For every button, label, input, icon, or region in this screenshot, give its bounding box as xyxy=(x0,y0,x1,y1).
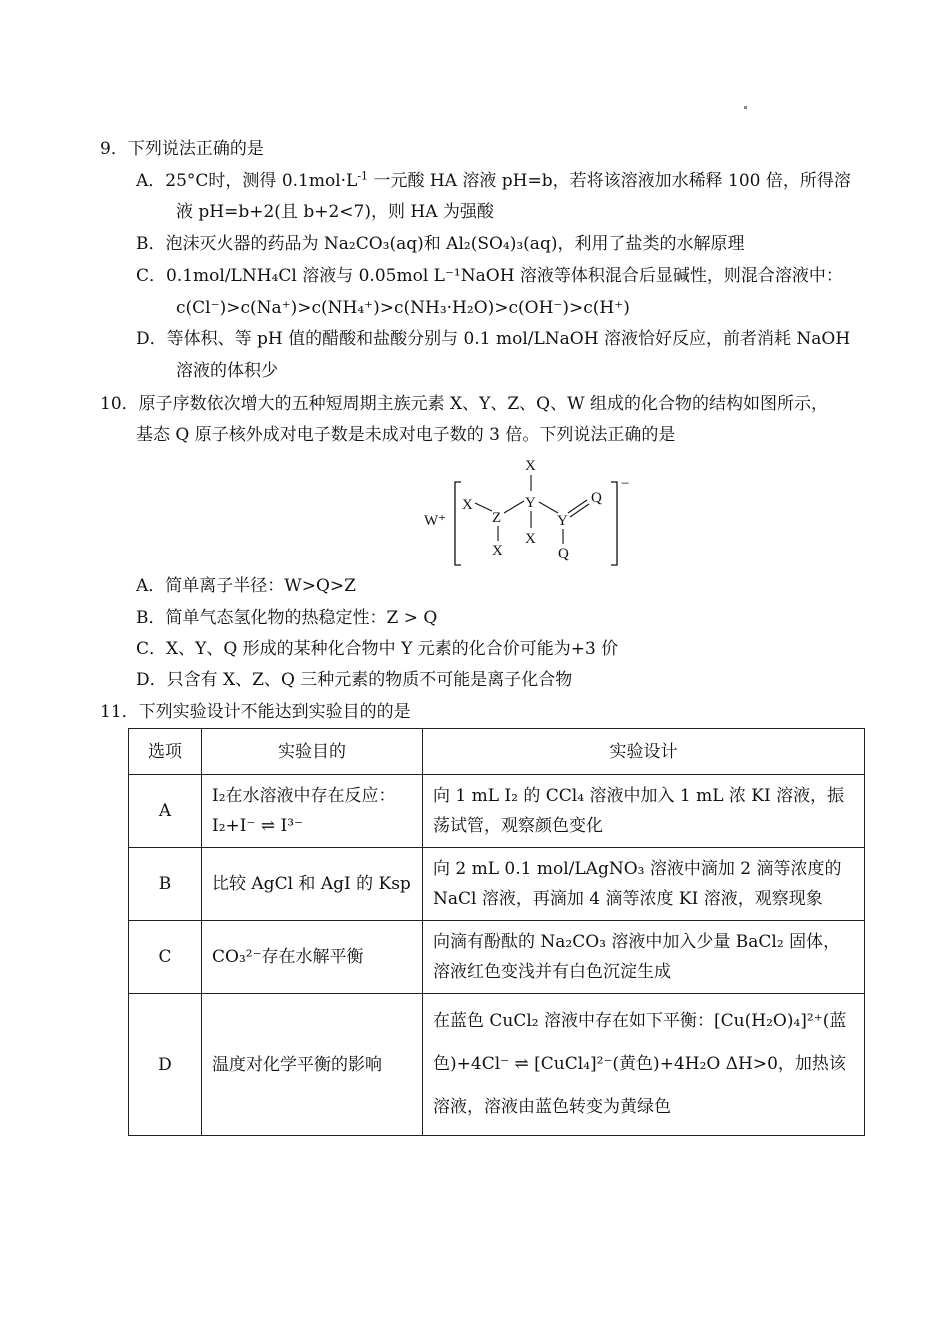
row-option: D xyxy=(129,994,202,1136)
q9-option-a-line1: A．25°C时，测得 $0.1mol\cdot L^{-1}$ 一元酸 HA 溶液 pH=b，若将该溶液加水稀释 100 倍，所得溶 xyxy=(136,169,851,191)
q11-stem: 11．下列实验设计不能达到实验目的的是 xyxy=(100,702,411,722)
atom-x-left: X xyxy=(462,497,473,513)
q9-option-c-line2: c(Cl⁻)>c(Na⁺)>c(NH₄⁺)>c(NH₃·H₂O)>c(OH⁻)>c(H⁺) xyxy=(176,298,630,318)
row-design: 向 2 mL 0.1 mol/LAgNO₃ 溶液中滴加 2 滴等浓度的 NaCl 溶液，再滴加 4 滴等浓度 KI 溶液，观察现象 xyxy=(423,848,865,921)
atom-x-below-y: X xyxy=(525,531,536,547)
q9-option-d-line1: D．等体积、等 pH 值的醋酸和盐酸分别与 0.1 mol/LNaOH 溶液恰好反应，前者消耗 NaOH xyxy=(136,329,851,349)
header-option: 选项 xyxy=(129,729,202,775)
atom-y-right: Y xyxy=(557,513,568,529)
atom-q-top: Q xyxy=(591,490,602,506)
q10-option-a: A．简单离子半径：W>Q>Z xyxy=(136,576,356,596)
table-row xyxy=(129,775,865,848)
row-design: 向滴有酚酞的 Na₂CO₃ 溶液中加入少量 BaCl₂ 固体，溶液红色变浅并有白色沉淀生成 xyxy=(423,921,865,994)
atom-y-center: Y xyxy=(525,495,536,511)
left-bracket xyxy=(455,482,461,565)
row-option: C xyxy=(129,921,202,994)
atom-q-bottom: Q xyxy=(558,546,569,562)
table-row xyxy=(129,994,865,1136)
q9-option-c-line1: C．0.1mol/LNH₄Cl 溶液与 0.05mol L⁻¹NaOH 溶液等体积混合后显碱性，则混合溶液中： xyxy=(136,266,843,286)
row-option: B xyxy=(129,848,202,921)
header-purpose: 实验目的 xyxy=(202,729,423,775)
q10-stem-line1: 10．原子序数依次增大的五种短周期主族元素 X、Y、Z、Q、W 组成的化合物的结构如图所示， xyxy=(100,394,828,414)
q9-option-b: B．泡沫灭火器的药品为 Na₂CO₃(aq)和 Al₂(SO₄)₃(aq)，利用了盐类的水解原理 xyxy=(136,234,745,254)
table-row xyxy=(129,848,865,921)
cation-w: W⁺ xyxy=(424,513,447,529)
table-row xyxy=(129,921,865,994)
q9-option-d-line2: 溶液的体积少 xyxy=(176,361,278,381)
atom-x-below-z: X xyxy=(492,543,503,559)
q10-option-c: C．X、Y、Q 形成的某种化合物中 Y 元素的化合价可能为+3 价 xyxy=(136,639,619,659)
atom-z: Z xyxy=(492,510,502,526)
row-purpose: 比较 AgCl 和 AgI 的 Ksp xyxy=(202,848,423,921)
right-bracket xyxy=(611,482,617,565)
charge: − xyxy=(621,476,630,492)
table-header-row xyxy=(129,729,865,775)
row-design: 向 1 mL I₂ 的 CCl₄ 溶液中加入 1 mL 浓 KI 溶液，振荡试管，观察颜色变化 xyxy=(423,775,865,848)
q10-option-d: D．只含有 X、Z、Q 三种元素的物质不可能是离子化合物 xyxy=(136,670,573,690)
structure-diagram xyxy=(415,455,645,570)
q9-option-a-line2: 液 pH=b+2(且 b+2<7)，则 HA 为强酸 xyxy=(176,202,494,222)
row-purpose: 温度对化学平衡的影响 xyxy=(202,994,423,1136)
atom-x-top: X xyxy=(525,458,536,474)
q10-option-b: B．简单气态氢化物的热稳定性：Z > Q xyxy=(136,608,438,628)
header-design: 实验设计 xyxy=(423,729,865,775)
experiment-table xyxy=(128,728,865,1136)
row-design: 在蓝色 CuCl₂ 溶液中存在如下平衡：[Cu(H₂O)₄]²⁺(蓝色)+4Cl⁻ ⇌ [CuCl₄]²⁻(黄色)+4H₂O ΔH>0，加热该溶液，溶液由蓝色转变为黄绿色 xyxy=(423,994,865,1136)
row-purpose: CO₃²⁻存在水解平衡 xyxy=(202,921,423,994)
row-purpose: I₂在水溶液中存在反应：I₂+I⁻ ⇌ I³⁻ xyxy=(202,775,423,848)
q9-stem: 9．下列说法正确的是 xyxy=(100,139,264,159)
q10-stem-line2: 基态 Q 原子核外成对电子数是未成对电子数的 3 倍。下列说法正确的是 xyxy=(136,425,676,445)
row-option: A xyxy=(129,775,202,848)
stray-dot xyxy=(744,106,747,109)
